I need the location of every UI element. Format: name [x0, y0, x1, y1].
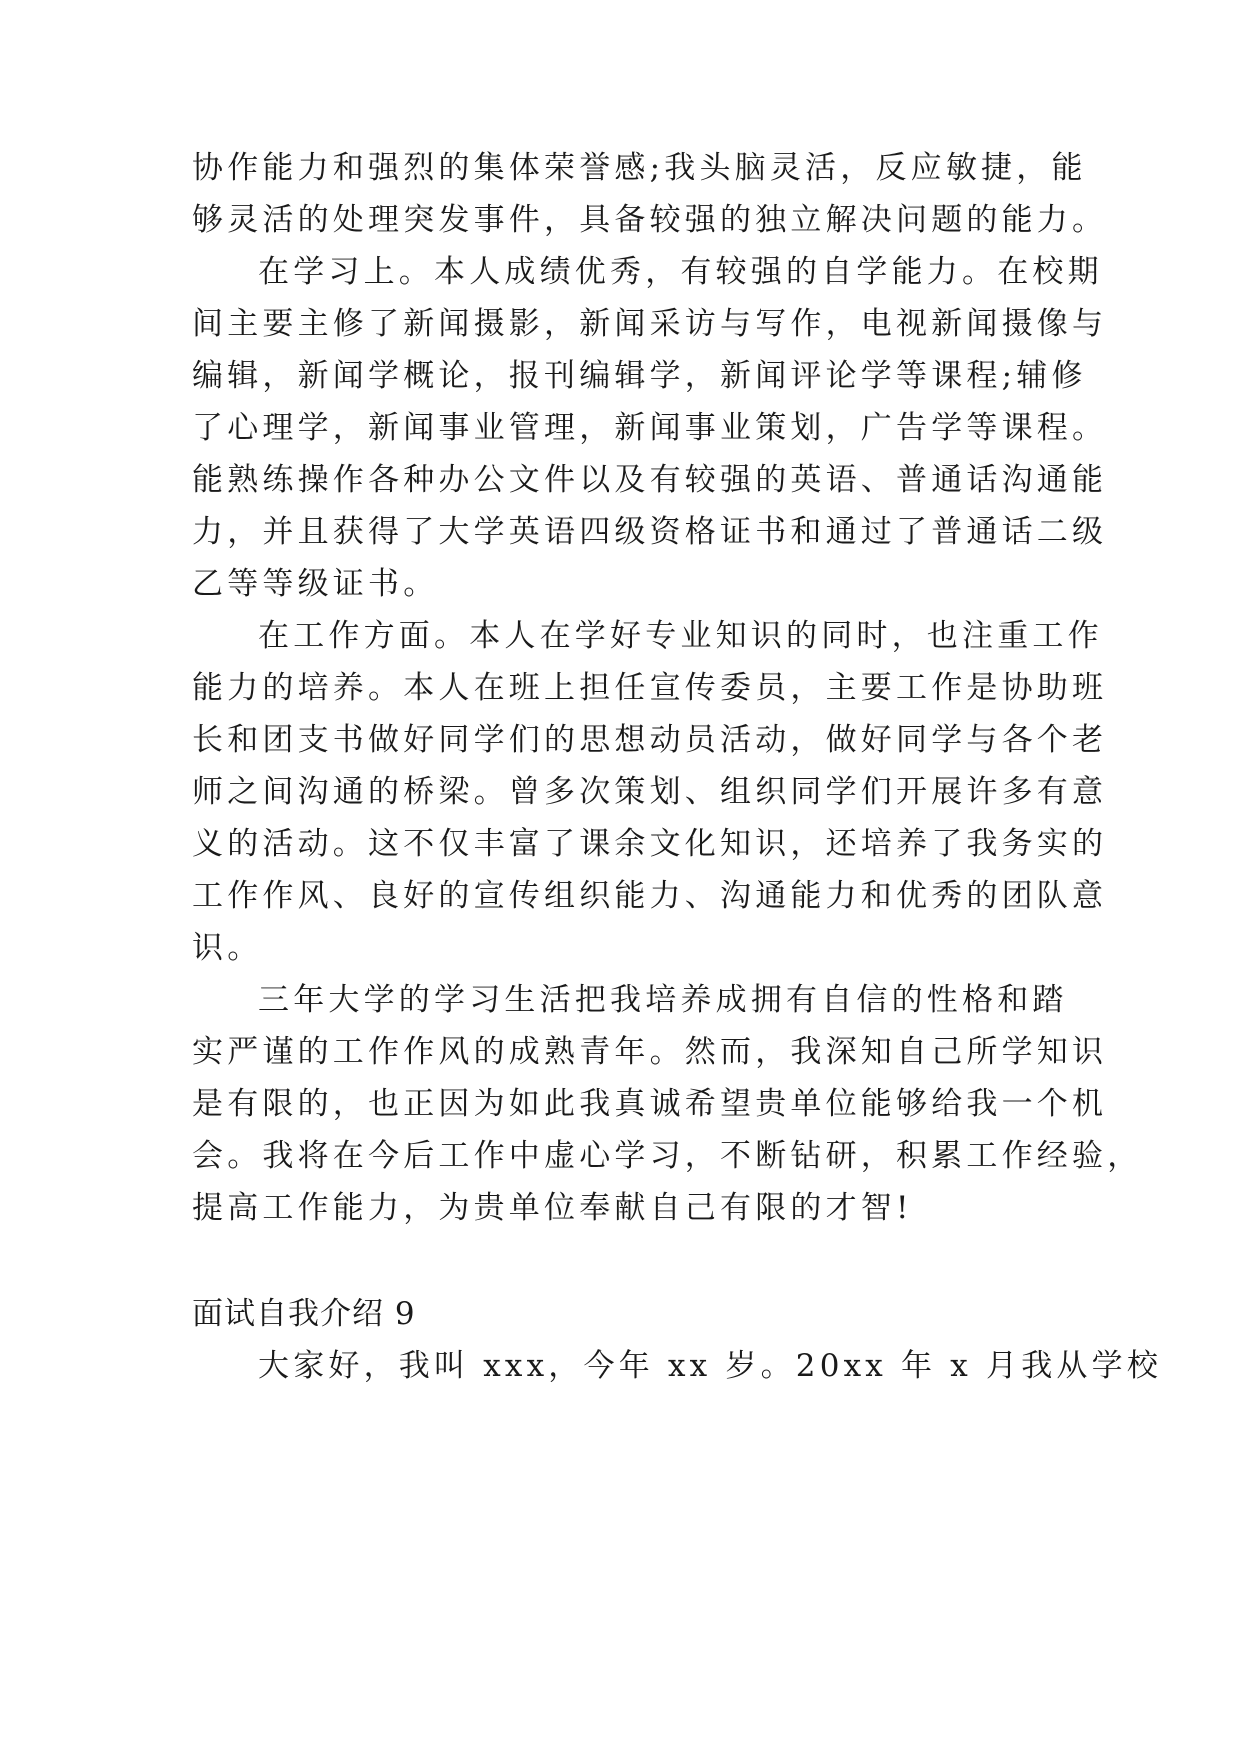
- paragraph-line: 够灵活的处理突发事件，具备较强的独立解决问题的能力。: [192, 202, 1108, 238]
- paragraph-line: 识。: [192, 930, 263, 966]
- paragraph-line: 长和团支书做好同学们的思想动员活动，做好同学与各个老: [192, 722, 1108, 758]
- paragraph-line: 是有限的，也正因为如此我真诚希望贵单位能够给我一个机: [192, 1086, 1108, 1122]
- paragraph-line: 在学习上。本人成绩优秀，有较强的自学能力。在校期: [258, 254, 1103, 290]
- paragraph-line: 实严谨的工作作风的成熟青年。然而，我深知自己所学知识: [192, 1034, 1108, 1070]
- paragraph-line: 间主要主修了新闻摄影，新闻采访与写作，电视新闻摄像与: [192, 306, 1108, 342]
- paragraph-line: 提高工作能力，为贵单位奉献自己有限的才智!: [192, 1190, 913, 1226]
- paragraph-line: 三年大学的学习生活把我培养成拥有自信的性格和踏: [258, 982, 1068, 1018]
- paragraph-line: 了心理学，新闻事业管理，新闻事业策划，广告学等课程。: [192, 410, 1108, 446]
- paragraph-line: 编辑，新闻学概论，报刊编辑学，新闻评论学等课程;辅修: [192, 358, 1087, 394]
- paragraph-line: 会。我将在今后工作中虚心学习，不断钻研，积累工作经验，: [192, 1138, 1143, 1174]
- paragraph-line: 力，并且获得了大学英语四级资格证书和通过了普通话二级: [192, 514, 1108, 550]
- section-heading: 面试自我介绍 9: [192, 1296, 416, 1332]
- paragraph-line: 在工作方面。本人在学好专业知识的同时，也注重工作: [258, 618, 1103, 654]
- paragraph-line: 能力的培养。本人在班上担任宣传委员，主要工作是协助班: [192, 670, 1108, 706]
- paragraph-line: 师之间沟通的桥梁。曾多次策划、组织同学们开展许多有意: [192, 774, 1108, 810]
- paragraph-line: 大家好，我叫 xxx，今年 xx 岁。20xx 年 x 月我从学校: [258, 1348, 1163, 1384]
- paragraph-line: 能熟练操作各种办公文件以及有较强的英语、普通话沟通能: [192, 462, 1108, 498]
- paragraph-line: 工作作风、良好的宣传组织能力、沟通能力和优秀的团队意: [192, 878, 1108, 914]
- paragraph-line: 乙等等级证书。: [192, 566, 439, 602]
- paragraph-line: 义的活动。这不仅丰富了课余文化知识，还培养了我务实的: [192, 826, 1108, 862]
- paragraph-line: 协作能力和强烈的集体荣誉感;我头脑灵活，反应敏捷，能: [192, 150, 1087, 186]
